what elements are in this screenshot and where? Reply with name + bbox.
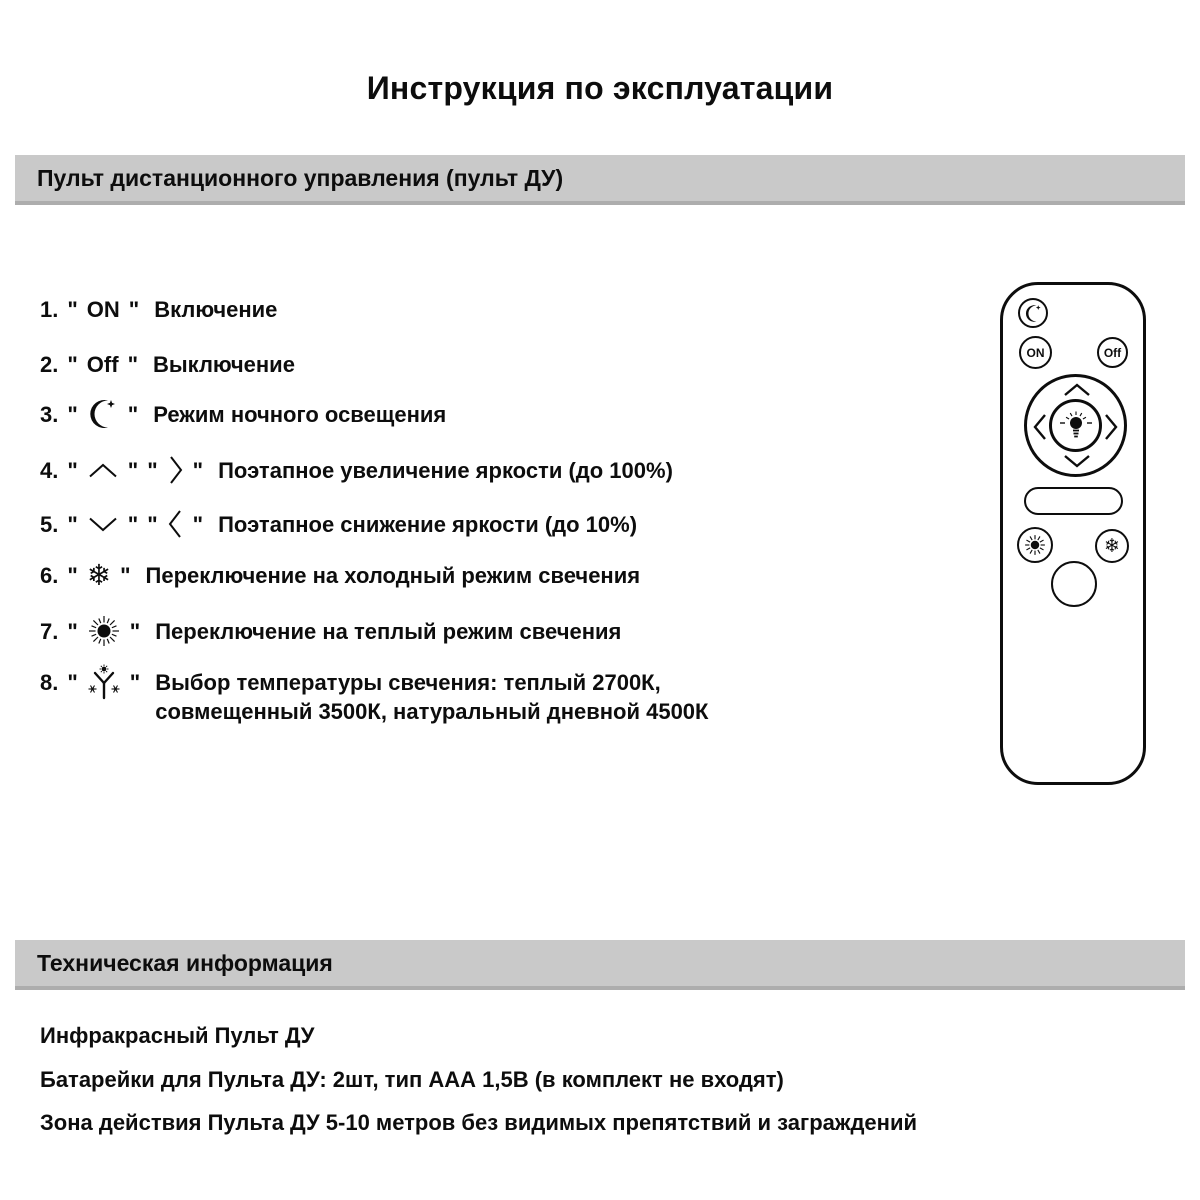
item-number: 1. — [40, 297, 59, 322]
quote-mark: " — [67, 618, 78, 644]
moon-icon — [87, 398, 119, 430]
dpad-up-icon — [1062, 383, 1092, 397]
moon-icon — [1024, 304, 1043, 323]
quote-mark: " — [192, 457, 204, 483]
item-number: 3. — [40, 401, 59, 427]
remote-warm-mode-button — [1017, 527, 1053, 563]
quote-mark: " — [67, 670, 78, 695]
item-text-line1: Выбор температуры свечения: теплый 2700К, — [155, 670, 661, 695]
quote-mark: " — [120, 563, 131, 588]
quote-mark: " — [128, 297, 140, 322]
item-text: Поэтапное увеличение яркости (до 100%) — [218, 457, 673, 483]
item-number: 5. — [40, 511, 59, 537]
chevron-right-icon — [167, 453, 184, 487]
page-title: Инструкция по эксплуатации — [366, 70, 834, 106]
item-number: 6. — [40, 563, 59, 588]
sun-icon — [1023, 533, 1047, 557]
quote-mark: " — [67, 563, 78, 588]
section-header-tech — [15, 940, 1185, 990]
list-item — [40, 558, 641, 592]
quote-mark: " — [147, 457, 158, 483]
list-item — [40, 507, 637, 541]
quote-mark: " — [127, 511, 139, 537]
item-text: Переключение на теплый режим свечения — [155, 618, 622, 644]
list-item — [40, 453, 673, 487]
tech-info-line: Зона действия Пульта ДУ 5-10 метров без видимых препятствий и заграждений — [40, 1110, 918, 1135]
item-text: Включение — [154, 297, 278, 322]
remote-on-button — [1019, 336, 1052, 369]
remote-pill-button — [1024, 487, 1123, 515]
remote-night-mode-button — [1018, 298, 1048, 328]
tech-info-line: Батарейки для Пульта ДУ: 2шт, тип ААА 1,5В (в комплект не входят) — [40, 1067, 784, 1092]
section-header-remote — [15, 155, 1185, 205]
item-number: 2. — [40, 352, 59, 377]
dpad-left-icon — [1033, 412, 1047, 442]
item-text: Переключение на холодный режим свечения — [145, 563, 641, 588]
list-item — [40, 614, 621, 648]
quote-mark: " — [127, 401, 139, 427]
remote-on-label: ON — [1026, 345, 1045, 360]
remote-control-illustration — [1000, 282, 1146, 785]
on-button-label: ON — [86, 297, 120, 322]
list-item — [40, 350, 295, 379]
section-header-remote-label: Пульт дистанционного управления (пульт ДУ) — [37, 164, 564, 191]
chevron-down-icon — [87, 516, 119, 533]
snowflake-icon: ❄ — [86, 558, 112, 592]
quote-mark: " — [67, 401, 78, 427]
bulb-icon — [1059, 410, 1093, 442]
chevron-left-icon — [167, 507, 184, 541]
quote-mark: " — [129, 618, 141, 644]
item-number: 8. — [40, 670, 59, 695]
quote-mark: " — [192, 511, 204, 537]
quote-mark: " — [67, 297, 78, 322]
remote-round-button — [1051, 561, 1097, 607]
remote-off-label: Off — [1103, 345, 1122, 360]
item-number: 4. — [40, 457, 59, 483]
off-button-label: Off — [86, 352, 119, 377]
section-header-tech-label: Техническая информация — [37, 949, 333, 976]
quote-mark: " — [67, 352, 78, 377]
quote-mark: " — [129, 670, 141, 695]
item-number: 7. — [40, 618, 59, 644]
tech-info-line: Инфракрасный Пульт ДУ — [40, 1023, 315, 1048]
remote-off-button — [1097, 337, 1128, 368]
remote-bulb-button — [1049, 399, 1102, 452]
quote-mark: " — [127, 457, 139, 483]
color-temperature-icon — [87, 664, 121, 704]
item-text: Режим ночного освещения — [153, 401, 447, 427]
list-item — [40, 668, 708, 726]
quote-mark: " — [67, 457, 78, 483]
remote-dpad — [1024, 374, 1127, 477]
snowflake-icon: ❄ — [1104, 534, 1120, 557]
dpad-down-icon — [1062, 454, 1092, 468]
list-item — [40, 398, 446, 430]
list-item — [40, 295, 277, 324]
quote-mark: " — [147, 511, 158, 537]
item-text: Выключение — [153, 352, 295, 377]
item-text: Поэтапное снижение яркости (до 10%) — [218, 511, 638, 537]
sun-icon — [87, 614, 121, 648]
quote-mark: " — [67, 511, 78, 537]
chevron-up-icon — [87, 462, 119, 479]
quote-mark: " — [127, 352, 138, 377]
item-text-line2: совмещенный 3500К, натуральный дневной 4500К — [155, 699, 709, 724]
remote-cold-mode-button — [1095, 529, 1129, 563]
item-text — [155, 668, 708, 726]
dpad-right-icon — [1104, 412, 1118, 442]
